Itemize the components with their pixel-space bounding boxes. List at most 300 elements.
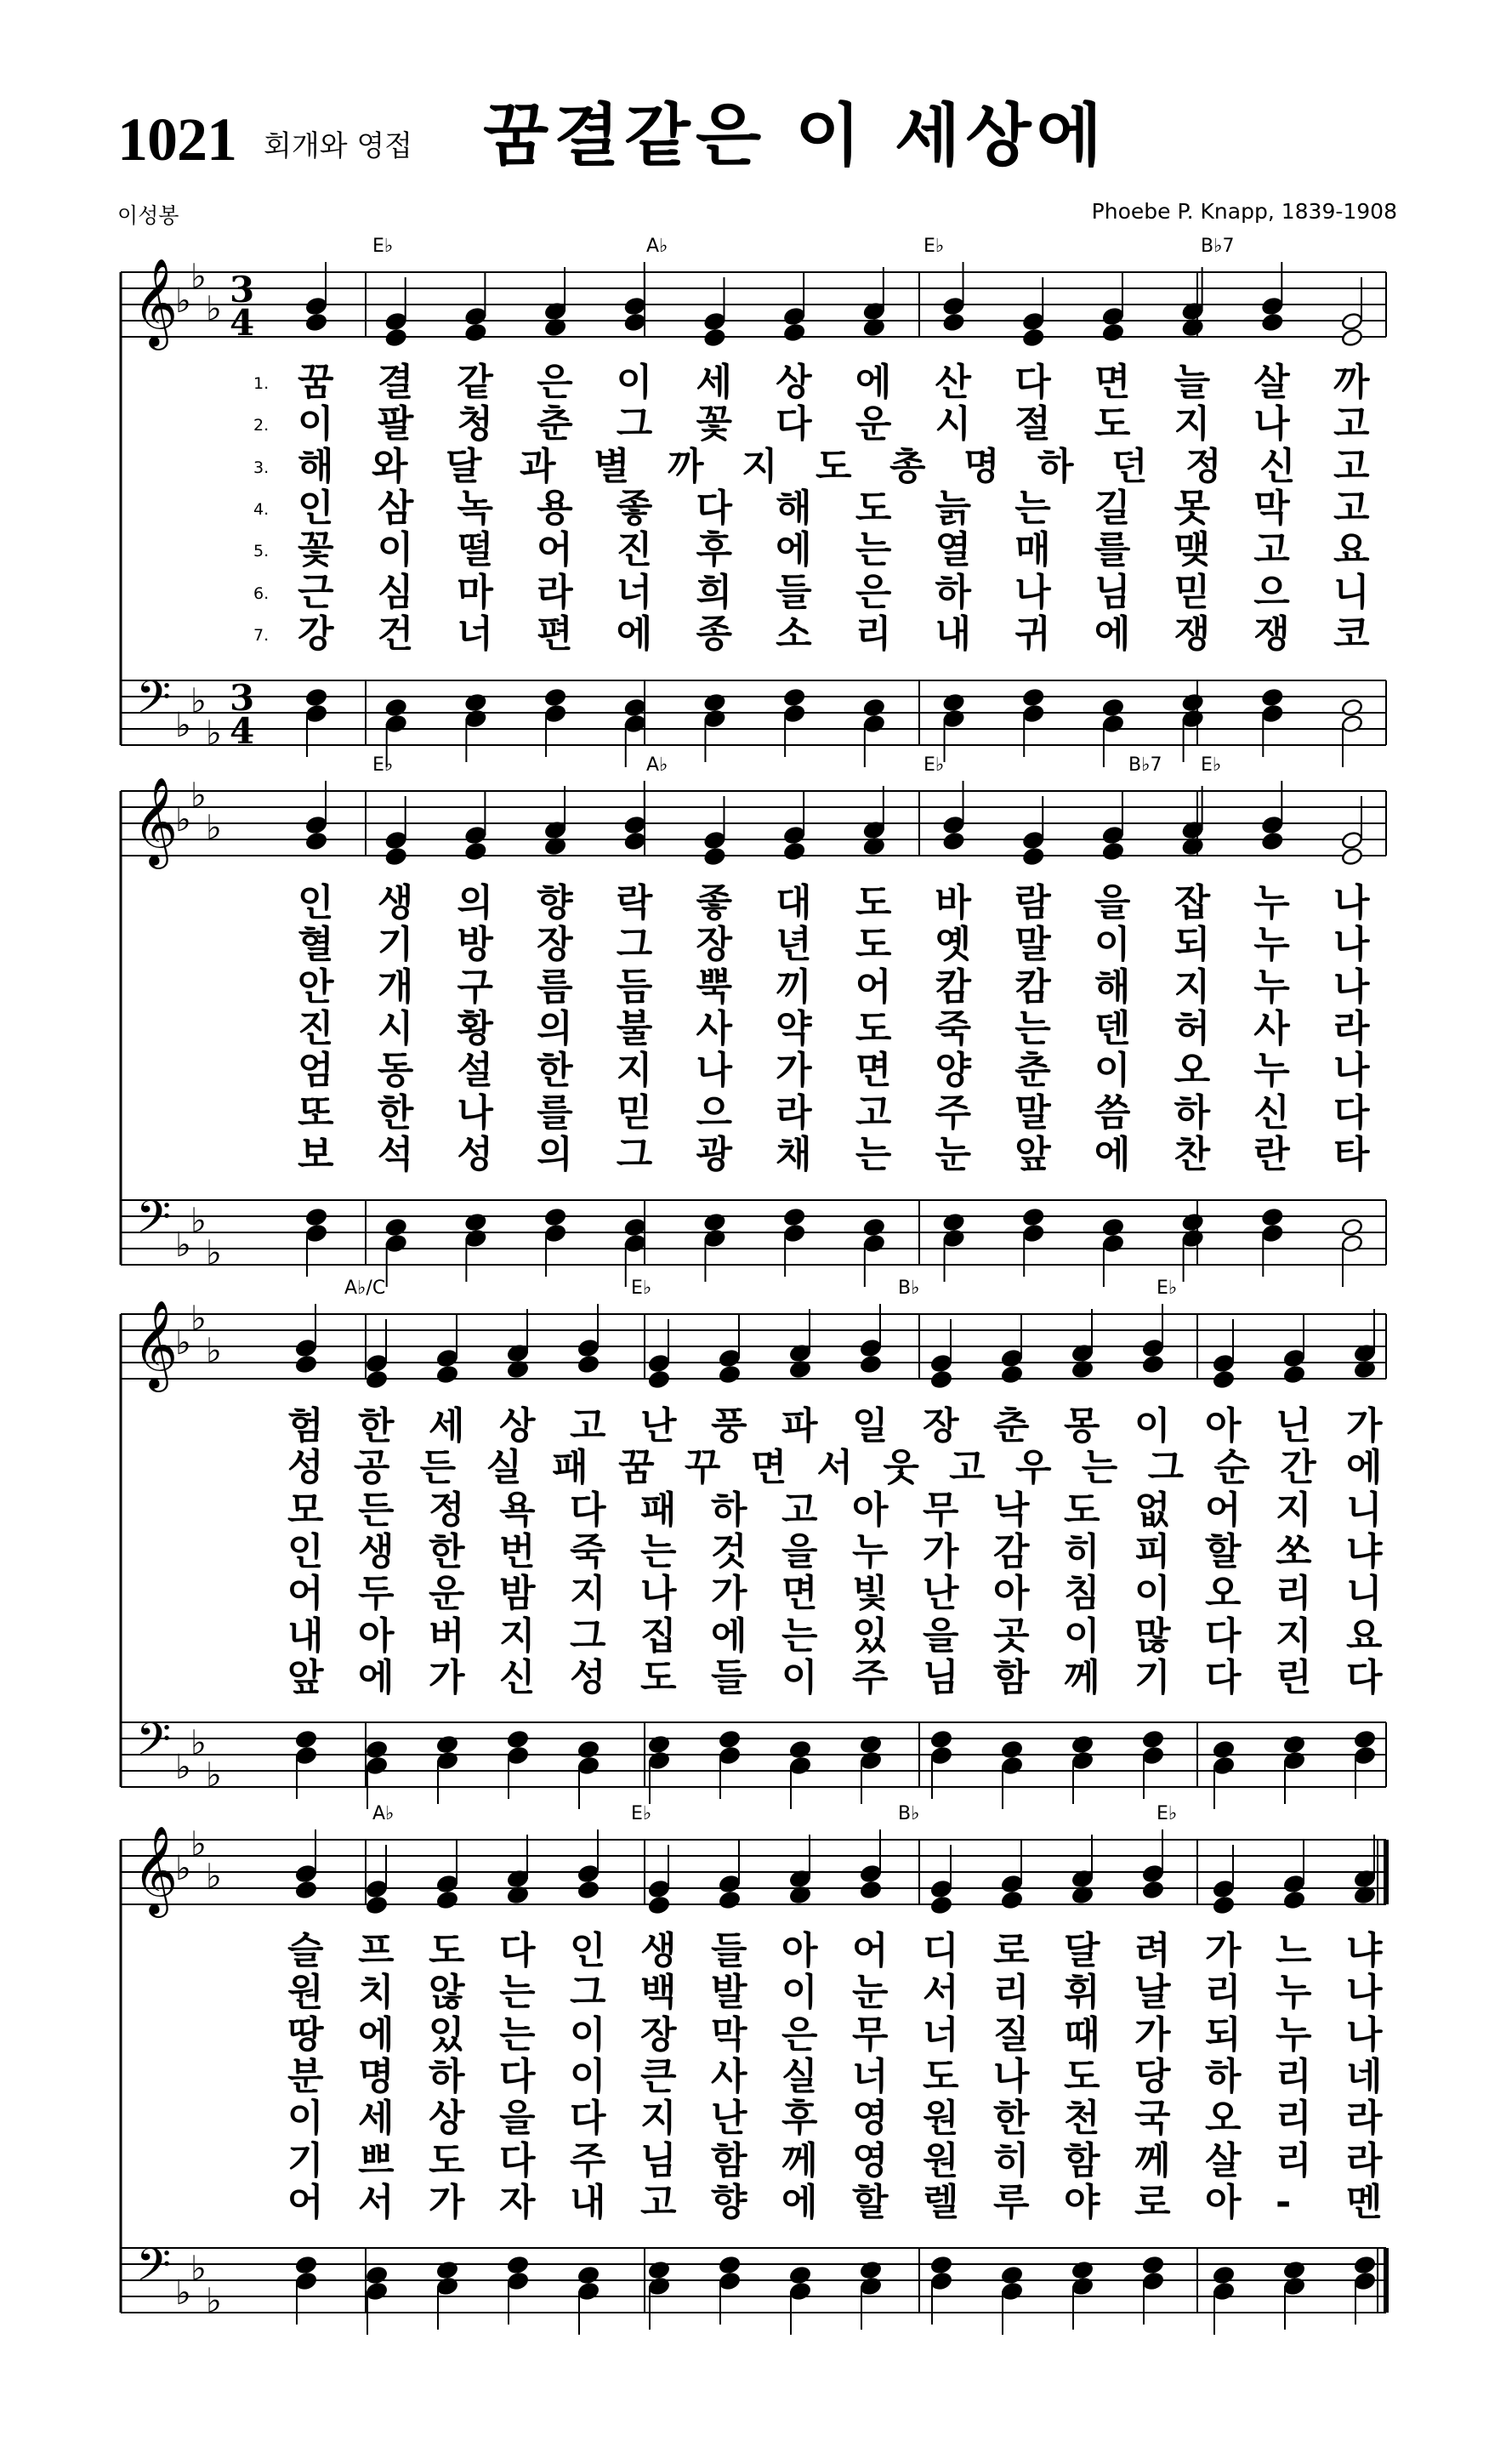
note-head <box>648 1880 670 1899</box>
lyric-syllable: 난 <box>640 1404 677 1448</box>
lyric-syllable: 가 <box>776 1049 812 1093</box>
lyric-syllable: 너 <box>457 612 493 656</box>
lyric-syllable: 리 <box>993 1971 1030 2015</box>
note-head <box>942 832 964 851</box>
lyric-syllable: 근 <box>298 570 334 614</box>
note-head <box>942 297 964 316</box>
verse-number: 5. <box>253 542 270 561</box>
note-head <box>366 1756 388 1776</box>
chord-symbol: E♭ <box>1156 1278 1178 1299</box>
lyric-syllable: 엄 <box>298 1049 334 1093</box>
lyric-syllable: 성 <box>287 1446 324 1490</box>
lyric-syllable: 다 <box>570 2097 606 2141</box>
lyric-syllable: 나 <box>1333 923 1370 967</box>
note-head <box>1213 1370 1235 1390</box>
lyric-syllable: 그 <box>616 402 653 447</box>
note-head <box>1354 1730 1376 1750</box>
note-head <box>624 832 646 851</box>
lyric-syllable: 가 <box>1134 2012 1171 2057</box>
lyric-syllable: 청 <box>457 402 493 447</box>
note-head <box>648 1896 670 1915</box>
lyric-syllable: 요 <box>1333 528 1370 572</box>
note-head <box>295 1881 317 1900</box>
note-head <box>1341 714 1363 734</box>
lyric-syllable: 장 <box>696 923 732 967</box>
lyric-syllable: 지 <box>570 1572 606 1616</box>
lyric-syllable: 빛 <box>852 1572 889 1616</box>
lyric-syllable: 라 <box>537 570 573 614</box>
lyric-syllable: 에 <box>855 361 892 404</box>
key-flat-sign: ♭ <box>175 1849 191 1888</box>
note-head <box>860 1355 882 1374</box>
lyric-syllable: 사 <box>711 2054 747 2098</box>
lyric-syllable: 들 <box>711 1655 747 1699</box>
lyric-syllable: 코 <box>1333 612 1370 656</box>
lyric-syllable: 서 <box>816 1446 854 1490</box>
note-head <box>1213 2282 1235 2302</box>
lyric-syllable: 의 <box>537 1006 573 1050</box>
lyric-syllable: 믿 <box>616 1090 653 1135</box>
lyric-syllable: 프 <box>358 1929 395 1972</box>
lyric-syllable: 그 <box>570 1613 606 1658</box>
note-head <box>930 1880 952 1899</box>
lyric-syllable: 누 <box>852 1529 889 1573</box>
lyric-syllable: 어 <box>287 1572 324 1616</box>
lyric-syllable: 기 <box>287 2138 324 2182</box>
note-head <box>1341 847 1363 867</box>
lyric-syllable: 니 <box>1346 1488 1383 1532</box>
lyric-syllable: 길 <box>1094 486 1131 530</box>
key-flat-sign: ♭ <box>206 2281 222 2321</box>
note-head <box>305 1224 327 1243</box>
note-head <box>783 323 805 343</box>
note-head <box>436 1875 458 1894</box>
lyric-syllable: 은 <box>781 2012 818 2057</box>
note-head <box>507 2272 529 2291</box>
note-head <box>464 842 486 862</box>
lyric-syllable: 다 <box>570 1488 606 1532</box>
note-head <box>1261 1224 1283 1243</box>
chord-symbol: E♭ <box>372 754 394 776</box>
note-head <box>719 1875 741 1894</box>
lyric-syllable: 지 <box>1276 1488 1312 1532</box>
lyric-syllable: 마 <box>457 570 493 614</box>
note-head <box>703 831 725 851</box>
hymn-title: 꿈결같은 이 세상에 <box>483 96 1107 175</box>
note-head <box>544 1208 566 1227</box>
note-head <box>295 1355 317 1374</box>
key-flat-sign: ♭ <box>175 1323 191 1363</box>
lyric-syllable: 쟁 <box>1253 612 1290 656</box>
lyric-syllable: 아 <box>781 1929 818 1972</box>
lyric-syllable: 사 <box>1253 1006 1290 1050</box>
note-head <box>1001 1365 1023 1385</box>
lyric-syllable: 주 <box>852 1655 889 1699</box>
chord-symbol: E♭ <box>923 236 945 257</box>
lyric-syllable: 결 <box>377 361 414 404</box>
note-head <box>436 1349 458 1369</box>
lyric-syllable: 를 <box>1094 528 1131 572</box>
lyric-syllable: 이 <box>287 2097 324 2141</box>
lyric-syllable: 오 <box>1205 2097 1242 2141</box>
lyric-syllable: 있 <box>429 2012 465 2057</box>
note-head <box>1354 1746 1376 1766</box>
lyric-syllable: 디 <box>923 1929 959 1972</box>
lyric-syllable: 편 <box>537 612 573 656</box>
note-head <box>1102 826 1124 845</box>
note-head <box>1341 1234 1363 1254</box>
lyric-syllable: 장 <box>640 2012 677 2057</box>
lyric-syllable: 라 <box>1333 1006 1370 1050</box>
verse-number: 6. <box>253 583 270 603</box>
lyric-syllable: 은 <box>855 570 892 614</box>
lyric-syllable: 꿈 <box>618 1446 655 1490</box>
chord-symbol: E♭ <box>1156 1803 1178 1824</box>
note-head <box>1354 2256 1376 2275</box>
time-signature-top: 3 <box>230 677 255 719</box>
lyric-syllable: 지 <box>499 1613 536 1658</box>
treble-staff-2 <box>121 777 1386 870</box>
note-head <box>305 297 327 316</box>
lyric-syllable: 고 <box>1333 402 1370 447</box>
note-head <box>624 714 646 734</box>
key-flat-sign: ♭ <box>190 1824 207 1864</box>
note-head <box>577 1881 600 1900</box>
note-head <box>1142 1355 1164 1374</box>
lyric-syllable: 지 <box>742 444 778 488</box>
time-signature-top: 3 <box>230 269 255 310</box>
lyric-syllable: 지 <box>640 2097 677 2141</box>
lyric-syllable: 험 <box>287 1404 324 1448</box>
lyric-syllable: 이 <box>570 2012 606 2057</box>
lyric-syllable: 운 <box>429 1572 465 1616</box>
lyric-syllable: 국 <box>1134 2097 1171 2141</box>
note-head <box>295 1339 317 1358</box>
note-head <box>783 842 805 862</box>
lyric-syllable: 하 <box>935 570 972 614</box>
note-head <box>1261 1208 1283 1227</box>
lyric-syllable: 너 <box>852 2054 889 2098</box>
lyric-syllable: 과 <box>520 444 556 488</box>
lyric-syllable: 있 <box>852 1613 889 1658</box>
note-head <box>1022 847 1044 867</box>
note-head <box>1261 816 1283 835</box>
verse-number: 7. <box>253 625 270 645</box>
lyric-syllable: 도 <box>816 444 852 488</box>
lyric-syllable: 아 <box>1205 1404 1242 1448</box>
lyric-syllable: 들 <box>776 570 812 614</box>
lyric-syllable: 믿 <box>1174 570 1211 614</box>
lyric-syllable: 려 <box>1134 1929 1171 1972</box>
lyric-syllable: 지 <box>1276 1613 1312 1658</box>
lyric-syllable: 누 <box>1253 965 1290 1009</box>
lyric-syllable: 꾸 <box>684 1446 721 1490</box>
note-head <box>1261 704 1283 724</box>
lyric-syllable: 못 <box>1174 486 1211 530</box>
lyric-syllable: 나 <box>1253 402 1290 447</box>
note-head <box>295 2272 317 2291</box>
note-head <box>305 1208 327 1227</box>
lyric-syllable: 명 <box>358 2054 395 2098</box>
lyric-syllable: 신 <box>1253 1090 1290 1135</box>
treble-clef-icon: 𝄞 <box>133 1825 179 1915</box>
lyric-syllable: 기 <box>1134 1655 1171 1699</box>
lyric-syllable: 가 <box>1346 1404 1383 1448</box>
lyric-syllable: 고 <box>1333 444 1370 488</box>
lyric-syllable: 장 <box>923 1404 959 1448</box>
lyric-syllable: 는 <box>855 528 892 572</box>
lyric-syllable: 도 <box>855 881 892 925</box>
lyric-syllable: 님 <box>923 1655 959 1699</box>
lyric-syllable: 에 <box>358 1655 395 1699</box>
lyric-syllable: 주 <box>570 2138 606 2182</box>
lyric-syllable: 고 <box>855 1090 892 1135</box>
note-head <box>385 328 407 348</box>
time-signature-bottom: 4 <box>230 710 255 752</box>
lyric-syllable: 뿍 <box>696 965 732 1009</box>
note-head <box>703 312 725 332</box>
lyric-syllable: 야 <box>1064 2180 1100 2224</box>
lyric-syllable: 종 <box>696 612 732 656</box>
lyric-syllable: 캄 <box>935 965 972 1009</box>
note-head <box>783 307 805 327</box>
note-head <box>624 313 646 333</box>
bass-clef-icon: 𝄢 <box>136 1192 172 1255</box>
note-head <box>1283 1349 1305 1369</box>
note-head <box>577 1339 600 1358</box>
lyric-syllable: 리 <box>1276 2054 1312 2098</box>
note-head <box>930 1896 952 1915</box>
note-head <box>577 1740 600 1760</box>
lyric-syllable: 나 <box>1346 1971 1383 2015</box>
lyric-syllable: 성 <box>457 1132 493 1176</box>
lyric-syllable: 히 <box>993 2138 1030 2182</box>
lyric-syllable: 개 <box>377 965 414 1009</box>
note-head <box>1261 313 1283 333</box>
lyric-syllable: 리 <box>855 612 892 656</box>
lyric-syllable: 시 <box>935 402 972 447</box>
lyric-syllable: 하 <box>1205 2054 1242 2098</box>
note-head <box>1142 1864 1164 1884</box>
lyric-syllable: 지 <box>616 1049 653 1093</box>
note-head <box>577 1355 600 1374</box>
lyric-syllable: 보 <box>298 1132 334 1176</box>
lyric-syllable: 생 <box>377 881 414 925</box>
lyric-syllable: 에 <box>781 2180 818 2224</box>
note-head <box>1102 1218 1124 1238</box>
lyric-syllable: 라 <box>1346 2138 1383 2182</box>
note-head <box>719 1891 741 1910</box>
lyric-syllable: 간 <box>1280 1446 1316 1490</box>
note-head <box>1261 688 1283 708</box>
lyric-syllable: 와 <box>372 444 408 488</box>
chord-symbol: E♭ <box>631 1278 652 1299</box>
lyric-syllable: 기 <box>377 923 414 967</box>
lyric-syllable: 어 <box>852 1929 889 1972</box>
lyric-syllable: 의 <box>457 881 493 925</box>
lyric-syllable: 낙 <box>993 1488 1030 1532</box>
lyric-syllable: 감 <box>993 1529 1030 1573</box>
lyric-syllable: 는 <box>1081 1446 1118 1490</box>
note-head <box>719 1746 741 1766</box>
lyric-syllable: 웃 <box>883 1446 919 1490</box>
note-head <box>1213 1880 1235 1899</box>
lyric-syllable: 것 <box>711 1529 747 1573</box>
lyric-syllable: 그 <box>1147 1446 1185 1490</box>
lyric-syllable: 가 <box>1205 1929 1242 1972</box>
lyric-syllable: 버 <box>429 1613 465 1658</box>
lyric-syllable: 람 <box>1014 881 1051 925</box>
lyric-syllable: 날 <box>1134 1971 1171 2015</box>
lyric-syllable: 오 <box>1205 1572 1242 1616</box>
lyric-syllable: 그 <box>570 1971 606 2015</box>
lyric-syllable: 렐 <box>923 2180 959 2224</box>
lyric-syllable: 고 <box>1253 528 1290 572</box>
lyric-syllable: 함 <box>993 1655 1030 1699</box>
lyric-syllable: 좋 <box>616 486 653 530</box>
note-head <box>703 328 725 348</box>
lyric-syllable: 이 <box>1134 1404 1171 1448</box>
lyric-syllable: 자 <box>499 2180 536 2224</box>
lyric-syllable: 나 <box>640 1572 677 1616</box>
note-head <box>1341 831 1363 851</box>
lyric-syllable: 씀 <box>1094 1090 1131 1135</box>
note-head <box>1102 1234 1124 1254</box>
lyric-syllable: 생 <box>640 1929 677 1972</box>
lyric-syllable: 희 <box>696 570 732 614</box>
lyric-syllable: 영 <box>852 2097 889 2141</box>
lyric-syllable: 도 <box>1094 402 1131 447</box>
lyric-syllable: 다 <box>696 486 732 530</box>
lyric-syllable: 다 <box>499 1929 536 1972</box>
note-head <box>863 1218 885 1238</box>
key-flat-sign: ♭ <box>175 1226 191 1265</box>
note-head <box>507 2256 529 2275</box>
note-head <box>436 1891 458 1910</box>
key-flat-sign: ♭ <box>190 1201 207 1241</box>
key-flat-sign: ♭ <box>206 808 222 848</box>
lyric-syllable: 까 <box>1333 361 1370 404</box>
lyric-syllable: 할 <box>852 2180 889 2224</box>
lyric-syllable: 바 <box>935 881 972 925</box>
lyric-syllable: 다 <box>1205 1655 1242 1699</box>
lyric-syllable: 채 <box>776 1132 812 1176</box>
note-head <box>1213 1354 1235 1374</box>
lyric-syllable: 향 <box>711 2180 747 2224</box>
lyric-syllable: 세 <box>696 361 732 404</box>
lyric-syllable: 덴 <box>1094 1006 1131 1050</box>
note-head <box>719 1730 741 1750</box>
note-head <box>1102 307 1124 327</box>
lyric-syllable: 함 <box>711 2138 747 2182</box>
lyric-syllable: 귀 <box>1014 612 1051 656</box>
lyric-syllable: 눈 <box>852 1971 889 2015</box>
lyric-syllable: 멘 <box>1346 2180 1383 2224</box>
lyric-syllable: 느 <box>1276 1929 1312 1972</box>
lyric-syllable: 정 <box>429 1488 465 1532</box>
lyric-syllable: 꿈 <box>298 361 334 404</box>
lyric-syllable: 고 <box>640 2180 677 2224</box>
key-flat-sign: ♭ <box>190 1723 207 1763</box>
lyric-syllable: 에 <box>1094 612 1131 656</box>
lyric-syllable: 도 <box>855 923 892 967</box>
note-head <box>1022 328 1044 348</box>
lyric-syllable: 에 <box>776 528 812 572</box>
lyric-syllable: 그 <box>616 923 653 967</box>
lyric-syllable: 춘 <box>537 402 573 447</box>
key-flat-sign: ♭ <box>206 1756 222 1795</box>
lyric-syllable: 니 <box>1346 1572 1383 1616</box>
note-head <box>648 1370 670 1390</box>
treble-staff-3 <box>121 1300 1386 1393</box>
lyric-syllable: 들 <box>711 1929 747 1972</box>
lyric-syllable: 잡 <box>1174 881 1211 925</box>
lyric-syllable: 세 <box>429 1404 465 1448</box>
lyric-syllable: 이 <box>1064 1613 1100 1658</box>
lyric-syllable: 은 <box>537 361 573 404</box>
note-head <box>719 2256 741 2275</box>
lyric-syllable: 에 <box>1094 1132 1131 1176</box>
lyric-syllable: 패 <box>640 1488 677 1532</box>
lyric-syllable: 가 <box>429 1655 465 1699</box>
lyric-syllable: 살 <box>1253 361 1290 404</box>
note-head <box>719 1349 741 1369</box>
note-head <box>703 847 725 867</box>
lyric-syllable: 매 <box>1014 528 1051 572</box>
lyric-syllable: 후 <box>696 528 732 572</box>
note-head <box>1022 1208 1044 1227</box>
lyric-syllable: 시 <box>377 1006 414 1050</box>
lyric-syllable: 밤 <box>499 1572 536 1616</box>
chord-symbol: A♭/C <box>344 1278 386 1299</box>
lyric-syllable: 주 <box>935 1090 972 1135</box>
note-head <box>1142 1746 1164 1766</box>
lyric-syllable: 풍 <box>711 1404 747 1448</box>
lyric-syllable: 이 <box>781 1655 818 1699</box>
lyric-syllable: 루 <box>993 2180 1030 2224</box>
note-head <box>385 831 407 851</box>
note-head <box>544 1224 566 1243</box>
note-head <box>1341 312 1363 332</box>
lyric-syllable: 년 <box>776 923 812 967</box>
lyric-syllable: 죽 <box>570 1529 606 1573</box>
note-head <box>789 2282 811 2302</box>
key-flat-sign: ♭ <box>190 2249 207 2289</box>
lyric-syllable: 집 <box>640 1613 677 1658</box>
lyric-syllable: 총 <box>889 444 926 488</box>
lyric-syllable: 다 <box>499 2054 536 2098</box>
lyric-syllable: 고 <box>1333 486 1370 530</box>
lyric-syllable: 이 <box>570 2054 606 2098</box>
lyric-syllable: 나 <box>993 2054 1030 2098</box>
lyric-syllable: 는 <box>855 1132 892 1176</box>
lyric-syllable: 구 <box>457 965 493 1009</box>
lyric-syllable: 진 <box>616 528 653 572</box>
lyric-syllable: 명 <box>963 444 1000 488</box>
lyric-syllable: 침 <box>1064 1572 1100 1616</box>
note-head <box>507 1730 529 1750</box>
lyric-syllable: 면 <box>781 1572 818 1616</box>
lyric-syllable: 후 <box>781 2097 818 2141</box>
lyric-syllable: 무 <box>923 1488 959 1532</box>
note-head <box>624 1218 646 1238</box>
lyric-syllable: 타 <box>1333 1132 1370 1176</box>
lyric-syllable: 을 <box>923 1613 959 1658</box>
bass-staff-4 <box>121 2239 1386 2335</box>
note-head <box>577 2282 600 2302</box>
lyric-syllable: 까 <box>668 444 704 488</box>
note-head <box>1102 714 1124 734</box>
